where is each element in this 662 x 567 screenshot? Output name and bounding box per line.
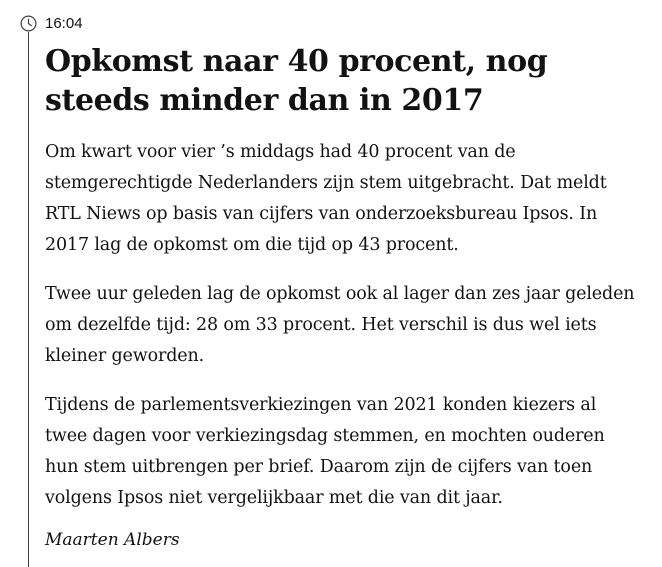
- entry-body: [45, 137, 635, 532]
- paragraph: Om kwart voor vier ’s middags had 40 procent van de stemgerechtigde Nederlanders zijn stem uitgebracht. Dat meldt RTL Niews op basis van cijfers van onderzoeksbureau Ipsos. In 2017 lag de opkomst om die tijd op 43 procent.: [45, 142, 607, 255]
- timeline-line: [28, 32, 29, 567]
- paragraph: Twee uur geleden lag de opkomst ook al lager dan zes jaar geleden om dezelfde tijd: 28 om 33 procent. Het verschil is dus wel iets kleiner geworden.: [45, 284, 635, 366]
- entry-headline: Opkomst naar 40 procent, nog steeds minder dan in 2017: [45, 44, 548, 118]
- author-byline: Maarten Albers: [45, 530, 180, 550]
- paragraph: Tijdens de parlementsverkiezingen van 2021 konden kiezers al twee dagen voor verkiezingsdag stemmen, en mochten ouderen hun stem uitbrengen per brief. Daarom zijn de cijfers van toen volgens Ipsos niet vergelijkbaar met die van dit jaar.: [45, 395, 605, 508]
- clock-icon: [20, 15, 37, 32]
- entry-time: 16:04: [45, 15, 83, 32]
